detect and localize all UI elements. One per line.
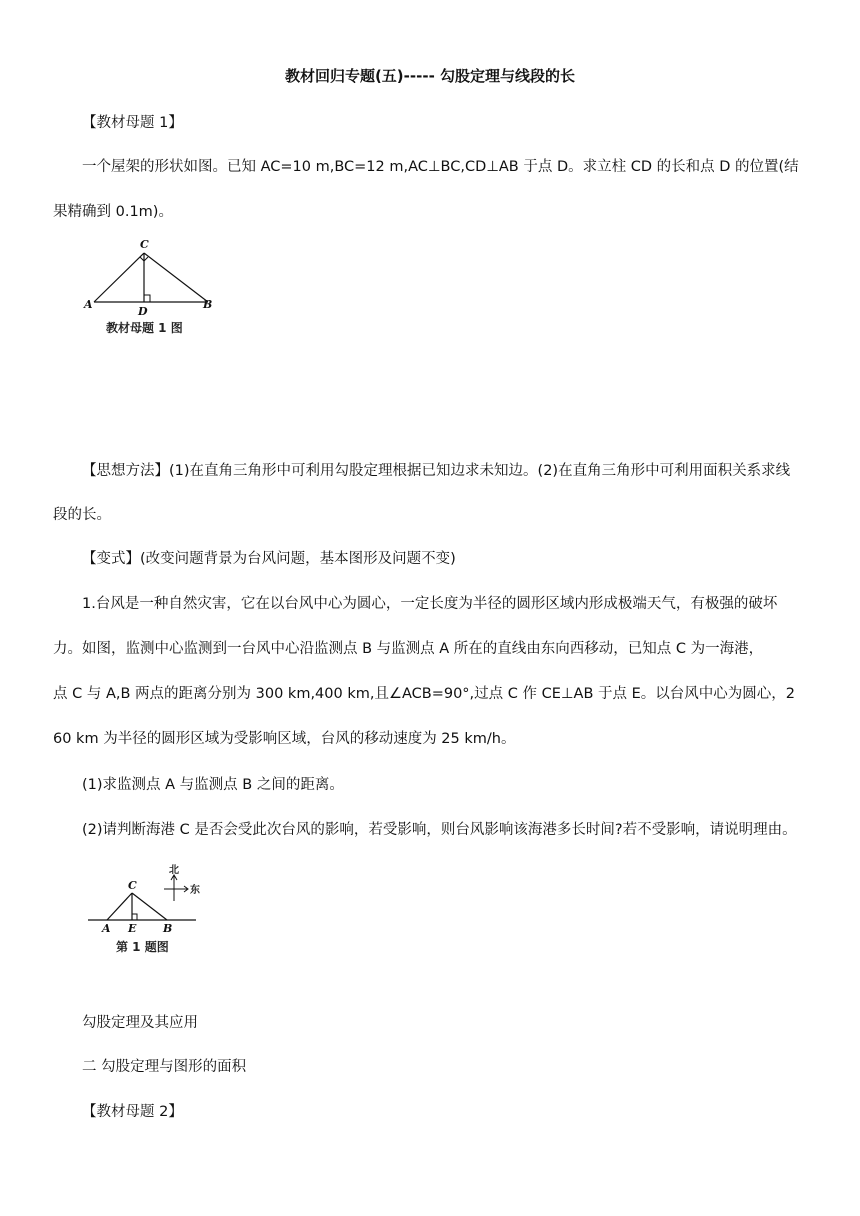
- variant-q1-line4: 60 km 为半径的圆形区域为受影响区域，台风的移动速度为 25 km/h。: [53, 731, 516, 747]
- label-c: C: [140, 238, 149, 251]
- variant-q1-line2: 力。如图，监测中心监测到一台风中心沿监测点 B 与监测点 A 所在的直线由东向西移动，已知点 C 为一海港，: [53, 641, 764, 657]
- method-line1: 【思想方法】(1)在直角三角形中可利用勾股定理根据已知边求未知边。(2)在直角三角形中可利用面积关系求线: [82, 463, 791, 479]
- section-heading: 勾股定理及其应用: [82, 1015, 198, 1031]
- problem1-text-line1: 一个屋架的形状如图。已知 AC=10 m,BC=12 m,AC⊥BC,CD⊥AB 于点 D。求立柱 CD 的长和点 D 的位置(结: [82, 159, 799, 175]
- variant-q1-line1: 1.台风是一种自然灾害，它在以台风中心为圆心，一定长度为半径的圆形区域内形成极端天气，有极强的破坏: [82, 596, 778, 612]
- problem1-heading: 【教材母题 1】: [82, 115, 183, 131]
- label-a2: A: [102, 922, 111, 935]
- label-c2: C: [128, 879, 137, 892]
- problem1-text-line2: 果精确到 0.1m)。: [53, 204, 173, 220]
- variant-heading: 【变式】(改变问题背景为台风问题，基本图形及问题不变): [82, 551, 456, 567]
- method-line2: 段的长。: [53, 507, 111, 523]
- segment-ac: [94, 253, 144, 302]
- figure2-caption: 第 1 题图: [116, 940, 169, 954]
- label-e: E: [128, 922, 137, 935]
- right-angle-mark-d: [144, 295, 150, 302]
- label-north: 北: [169, 865, 179, 876]
- typhoon-figure: [84, 860, 209, 960]
- figure1-caption: 教材母题 1 图: [106, 321, 183, 335]
- label-b2: B: [163, 922, 173, 935]
- label-b: B: [203, 298, 213, 311]
- roof-truss-figure: [80, 236, 230, 341]
- label-east: 东: [190, 885, 200, 896]
- variant-sub1: (1)求监测点 A 与监测点 B 之间的距离。: [82, 777, 344, 793]
- label-d: D: [138, 305, 148, 318]
- segment-bc: [144, 253, 208, 302]
- variant-sub2: (2)请判断海港 C 是否会受此次台风的影响，若受影响，则台风影响该海港多长时间?若不受影响，请说明理由。: [82, 822, 797, 838]
- section2-heading: 二 勾股定理与图形的面积: [82, 1059, 247, 1075]
- problem2-heading: 【教材母题 2】: [82, 1104, 183, 1120]
- right-angle-mark-e: [132, 914, 137, 920]
- page-title: 教材回归专题(五)----- 勾股定理与线段的长: [284, 67, 576, 85]
- variant-q1-line3: 点 C 与 A,B 两点的距离分别为 300 km,400 km,且∠ACB=90°,过点 C 作 CE⊥AB 于点 E。以台风中心为圆心，2: [53, 686, 796, 702]
- label-a: A: [84, 298, 93, 311]
- segment-ac2: [107, 893, 132, 920]
